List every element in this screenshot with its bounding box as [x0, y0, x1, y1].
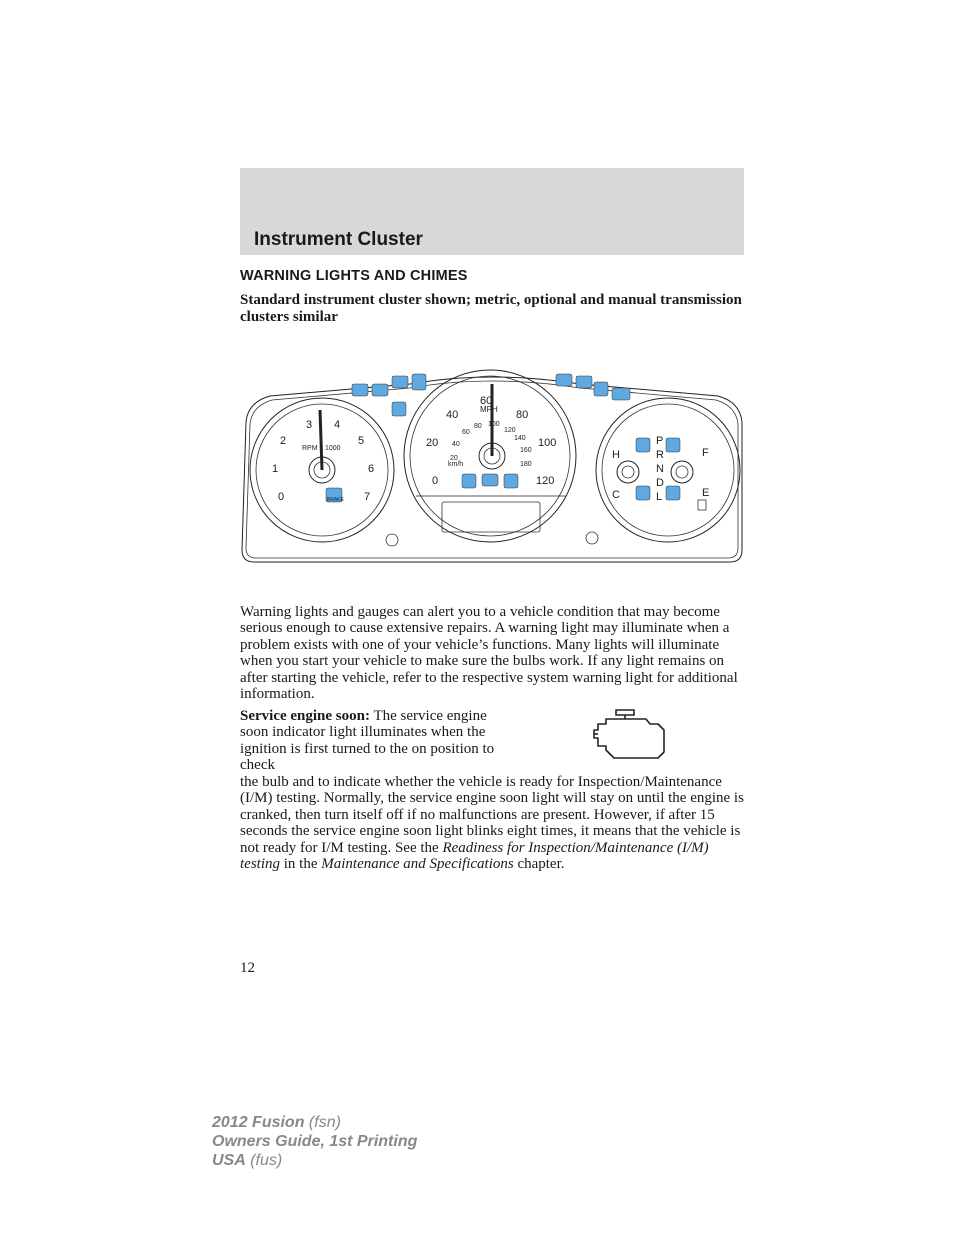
kmh-tick-140: 140	[514, 435, 526, 442]
service-engine-label: Service engine soon:	[240, 708, 370, 724]
tire-pressure-indicator-icon	[636, 486, 650, 500]
tach-tick-4: 4	[334, 419, 341, 431]
tach-tick-1: 1	[272, 463, 279, 475]
kmh-tick-180: 180	[520, 461, 532, 468]
speed-control-indicator-icon	[666, 438, 680, 452]
kmh-tick-80: 80	[474, 423, 482, 430]
kmh-tick-40: 40	[452, 441, 460, 448]
speedometer	[404, 370, 576, 542]
maintenance-reference: Maintenance and Specifications	[321, 856, 514, 873]
readiness-reference: Readiness for Inspection/Maintenance (I/M) testing	[240, 839, 709, 873]
prndl-l: L	[656, 491, 663, 503]
kmh-tick-60: 60	[462, 429, 470, 436]
mph-tick-0: 0	[432, 475, 439, 487]
mph-tick-100: 100	[538, 437, 557, 449]
intro-paragraph: Warning lights and gauges can alert you to a vehicle condition that may become serious enough to cause extensive repairs. A warning light may illuminate when a problem exists with one of your vehicle’s functions. Many lights will illuminate when you start your vehicle to make sure the bulbs work. If any light remains on after starting the vehicle, refer to the respective system warning light for additional information.	[240, 604, 738, 703]
page-number: 12	[240, 960, 255, 976]
prndl-r: R	[656, 449, 664, 461]
fog-lamp-indicator-icon	[462, 474, 476, 488]
tach-tick-5: 5	[358, 435, 365, 447]
mph-tick-120: 120	[536, 475, 555, 487]
tachometer	[250, 398, 394, 542]
traction-indicator-icon	[372, 384, 388, 396]
mph-tick-40: 40	[446, 409, 459, 421]
figure-caption: Standard instrument cluster shown; metric, optional and manual transmission clusters similar	[240, 292, 742, 325]
turn-left-indicator-icon	[392, 376, 408, 388]
battery-indicator-icon	[556, 374, 572, 386]
kmh-tick-120: 120	[504, 427, 516, 434]
page-title: Instrument Cluster	[254, 229, 423, 250]
prndl-p: P	[656, 435, 664, 447]
passenger-airbag-indicator-icon	[504, 474, 518, 488]
temp-hot-label: H	[612, 449, 620, 461]
airbag-indicator-icon	[412, 374, 426, 390]
tach-tick-2: 2	[280, 435, 287, 447]
seatbelt-indicator-icon	[392, 402, 406, 416]
section-heading: WARNING LIGHTS AND CHIMES	[240, 268, 468, 284]
tach-tick-7: 7	[364, 491, 371, 503]
door-ajar-indicator-icon	[594, 382, 608, 396]
footer: 2012 Fusion (fsn) Owners Guide, 1st Printing USA (fus)	[212, 1114, 418, 1169]
service-engine-icon	[592, 708, 668, 760]
high-beam-indicator-icon	[482, 474, 498, 486]
svg-text:BRAKE: BRAKE	[327, 497, 344, 503]
kmh-label: km/h	[448, 461, 464, 468]
tach-tick-0: 0	[278, 491, 285, 503]
speed-control-off-indicator-icon	[666, 486, 680, 500]
service-engine-text-top: The service engine soon indicator light illuminates when the ignition is first turned to the on position to check	[240, 708, 495, 774]
instrument-cluster-figure	[240, 362, 744, 564]
mph-tick-20: 20	[426, 437, 439, 449]
lamp-out-icon	[386, 534, 398, 546]
header-band	[240, 168, 744, 255]
oil-indicator-icon	[612, 388, 630, 400]
tachometer-label: RPM x 1000	[302, 445, 341, 452]
prndl-d: D	[656, 477, 664, 489]
kmh-tick-20: 20	[450, 455, 458, 462]
engine-indicator-icon	[352, 384, 368, 396]
tach-tick-6: 6	[368, 463, 375, 475]
prndl-n: N	[656, 463, 664, 475]
low-washer-icon	[586, 532, 598, 544]
fuel-pump-icon	[698, 500, 706, 510]
mph-label: MPH	[480, 405, 498, 414]
service-engine-paragraph-rest: the bulb and to indicate whether the vehicle is ready for Inspection/Maintenance (I/M) testing. Normally, the service engine soon light will stay on until the engine is cranked, then turn itself off if no malfunctions are present. However, if after 15 seconds the service engine soon light blinks eight times, it means that the vehicle is not ready for I/M testing. See the Readiness for Inspection/Maintenance (I/M) testing in the Maintenance and Specifications chapter.	[240, 774, 744, 873]
temp-cold-label: C	[612, 489, 620, 501]
turn-right-indicator-icon	[576, 376, 592, 388]
temp-fuel-gauge	[596, 398, 740, 542]
kmh-tick-100: 100	[488, 421, 500, 428]
fuel-empty-label: E	[702, 487, 710, 499]
fuel-full-label: F	[702, 447, 709, 459]
tach-tick-3: 3	[306, 419, 313, 431]
mph-tick-80: 80	[516, 409, 529, 421]
kmh-tick-160: 160	[520, 447, 532, 454]
service-engine-paragraph-top	[240, 708, 500, 774]
wrench-indicator-icon	[636, 438, 650, 452]
mph-tick-60: 60	[480, 395, 493, 407]
